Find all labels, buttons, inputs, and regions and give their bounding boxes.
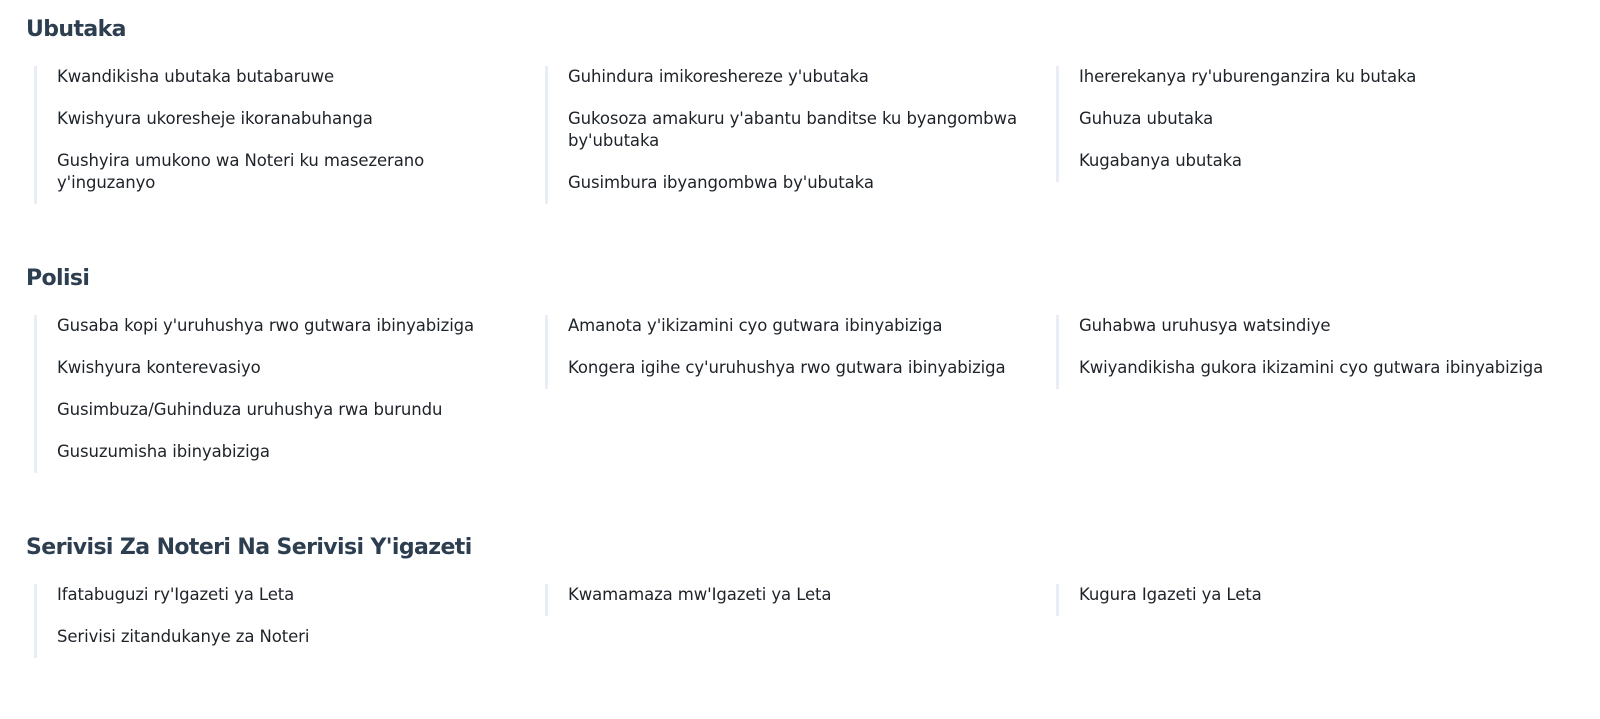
service-link[interactable]: Guhindura imikoreshereze y'ubutaka — [568, 67, 869, 86]
service-column — [34, 584, 474, 658]
service-column — [34, 315, 534, 473]
service-link[interactable]: Kugura Igazeti ya Leta — [1079, 585, 1262, 604]
service-link[interactable]: Kwiyandikisha gukora ikizamini cyo gutwara ibinyabiziga — [1079, 358, 1544, 377]
section-title: Serivisi Za Noteri Na Serivisi Y'igazeti — [26, 535, 472, 560]
service-link[interactable]: Serivisi zitandukanye za Noteri — [57, 627, 310, 646]
service-column — [1056, 315, 1586, 389]
service-link[interactable]: Amanota y'ikizamini cyo gutwara ibinyabiziga — [568, 316, 943, 335]
service-column — [545, 315, 1055, 389]
service-link[interactable]: Kwishyura ukoresheje ikoranabuhanga — [57, 109, 373, 128]
service-link[interactable]: Gusimbura ibyangombwa by'ubutaka — [568, 173, 874, 192]
service-link[interactable]: Gushyira umukono wa Noteri ku masezerano y'inguzanyo — [57, 151, 425, 192]
service-column — [545, 66, 1025, 204]
section-polisi — [26, 265, 1586, 461]
service-link[interactable]: Gukosoza amakuru y'abantu banditse ku byangombwa by'ubutaka — [568, 109, 1017, 150]
service-link[interactable]: Guhabwa uruhusya watsindiye — [1079, 316, 1331, 335]
section-title: Ubutaka — [26, 17, 126, 42]
service-column — [1056, 584, 1576, 616]
service-link[interactable]: Kwandikisha ubutaka butabaruwe — [57, 67, 335, 86]
service-column — [34, 66, 474, 204]
service-column — [545, 584, 1025, 616]
service-link[interactable]: Guhuza ubutaka — [1079, 109, 1214, 128]
service-link[interactable]: Gusaba kopi y'uruhushya rwo gutwara ibinyabiziga — [57, 316, 475, 335]
service-link[interactable]: Ihererekanya ry'uburenganzira ku butaka — [1079, 67, 1417, 86]
service-link[interactable]: Gusuzumisha ibinyabiziga — [57, 442, 270, 461]
service-link[interactable]: Gusimbuza/Guhinduza uruhushya rwa burundu — [57, 400, 443, 419]
service-link[interactable]: Kwamamaza mw'Igazeti ya Leta — [568, 585, 832, 604]
service-link[interactable]: Kongera igihe cy'uruhushya rwo gutwara ibinyabiziga — [568, 358, 1006, 377]
section-ubutaka — [26, 16, 1586, 192]
service-link[interactable]: Ifatabuguzi ry'Igazeti ya Leta — [57, 585, 295, 604]
service-link[interactable]: Kugabanya ubutaka — [1079, 151, 1242, 170]
section-noteri-igazeti — [26, 534, 1586, 646]
section-title: Polisi — [26, 266, 90, 291]
service-link[interactable]: Kwishyura konterevasiyo — [57, 358, 261, 377]
service-column — [1056, 66, 1576, 182]
